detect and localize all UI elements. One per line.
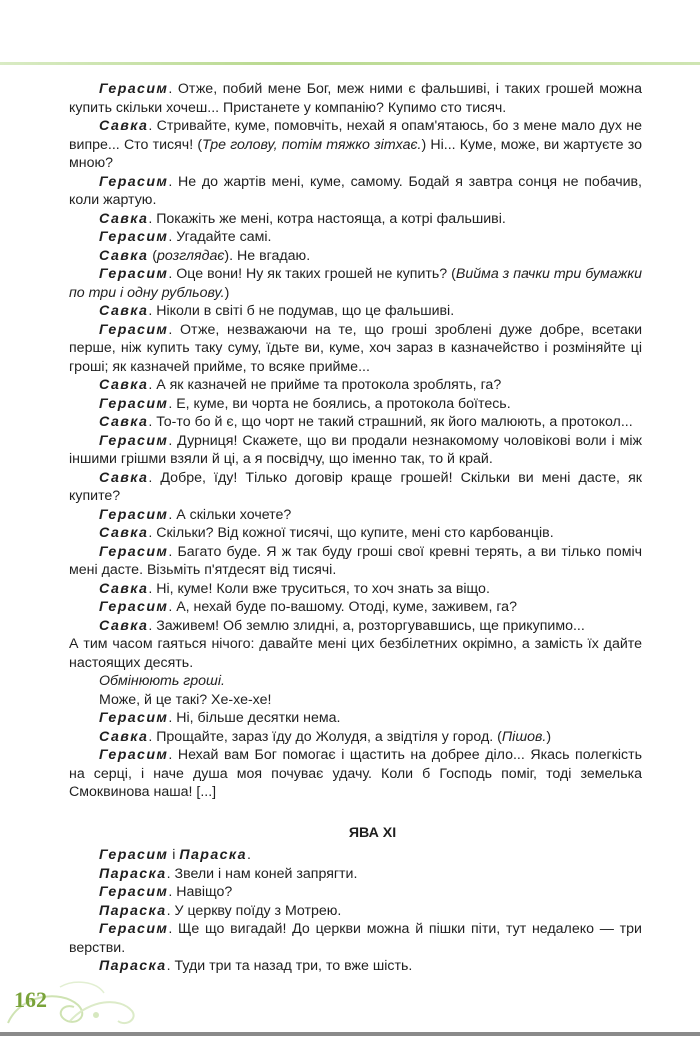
line-text: Звели і нам коней запрягти.	[170, 865, 358, 882]
dialogue-line: Герасим. Дурниця! Скажете, що ви продали незнакомому чоловікові воли і між іншими грішми взяли й ці, а я посвідчу, що іменно так, то й край.	[69, 432, 642, 467]
line-text: Отже, побий мене Бог, меж ними є фальшиві, і таких грошей можна купить скільки хочеш... Пристанете у компанію? Купимо сто тисяч.	[69, 81, 642, 116]
scene-heading: ЯВА XI	[348, 824, 397, 841]
line-text: Покажіть же мені, котра настояща, а котрі фальшиві.	[152, 210, 506, 227]
speaker-name: Савка	[99, 247, 149, 264]
line-text: Отже, незважаючи на те, що гроші зроблені дуже добре, всетаки перше, ніж купить таку суму, їдьте ви, куме, хоч зараз в казначейство і розміняйте ці гроші; як казначей прийме, то всяке прийме...	[69, 321, 642, 375]
speaker-name: Савка	[99, 469, 149, 486]
stage-direction: розглядає	[157, 247, 225, 264]
speaker-name: Савка	[99, 580, 149, 597]
speaker-name: Савка	[99, 210, 149, 227]
speaker-name: Герасим	[99, 173, 169, 190]
speaker-name: Савка	[99, 525, 149, 541]
speaker-name: Герасим	[99, 921, 169, 937]
speaker-name: Герасим	[99, 321, 169, 338]
dialogue-line: Савка. Заживем! Об землю злидні, а, розторгувавшись, ще прикупимо...	[99, 617, 585, 634]
stage-direction-exchange: Обмінюють гроші.	[99, 673, 225, 689]
speaker-name: Герасим	[99, 229, 169, 245]
stage-direction: Пішов.	[501, 728, 547, 745]
line-text: Добре, їду! Тілько договір краще грошей! Скільки ви мені дасте, як купите?	[69, 469, 642, 504]
dialogue-line: Параска. У церкву поїду з Мотрею.	[99, 902, 342, 919]
speaker-name: Герасим	[99, 543, 169, 560]
dialogue-line: Герасим. Багато буде. Я ж так буду гроші свої кревні терять, а ви тілько поміч мені дасте. Візьміть п'ятдесят від тисячі.	[69, 543, 642, 578]
dialogue-line: Савка. Добре, їду! Тілько договір краще грошей! Скільки ви мені дасте, як купите?	[69, 469, 642, 504]
dialogue-line: Герасим. Ще що вигадай! До церкви можна й пішки піти, тут недалеко — три верстви.	[69, 921, 642, 956]
line-text: Туди три та назад три, то вже шість.	[170, 958, 413, 974]
speaker-name: Герасим	[99, 599, 169, 615]
line-text: Прощайте, зараз їду до Жолудя, а звідтіля у город. (	[152, 728, 502, 745]
line-text: Оце вони! Ну як таких грошей не купить? (	[172, 266, 456, 282]
page-number: 162	[14, 987, 47, 1012]
speaker-name: Герасим	[99, 81, 169, 97]
speaker-name: Герасим	[99, 266, 169, 282]
speaker-name: Герасим	[99, 506, 169, 523]
dialogue-line: Герасим. Навіщо?	[99, 884, 233, 900]
line-text: А як казначей не прийме та протокола зроблять, га?	[152, 377, 502, 393]
dialogue-line: Савка. А як казначей не прийме та протокола зроблять, га?	[99, 377, 502, 393]
line-text: Ні, більше десятки нема.	[172, 710, 341, 726]
line-text: Навіщо?	[172, 884, 233, 900]
speaker-name: Параска	[99, 902, 167, 919]
line-text: Ні, куме! Коли вже труситься, то хоч знать за віщо.	[152, 580, 490, 597]
speaker-name: Параска	[99, 958, 167, 974]
scene-cast	[69, 846, 642, 865]
dialogue-line: Савка. Покажіть же мені, котра настояща, а котрі фальшиві.	[99, 210, 506, 227]
cast-conjunction: і	[168, 847, 180, 863]
speaker-name: Герасим	[99, 884, 169, 900]
dialogue-line: Герасим. Угадайте самі.	[99, 229, 272, 245]
line-text: Дурниця! Скажете, що ви продали незнакомому чоловікові воли і між іншими грішми взяли й ці, а я посвідчу, що іменно так, то й край.	[69, 432, 642, 467]
cast-member: Параска	[179, 847, 247, 863]
speaker-name: Савка	[99, 728, 149, 745]
line-text: Не до жартів мені, куме, самому. Бодай я завтра сонця не побачив, коли жартую.	[69, 173, 642, 208]
cast-member: Герасим	[99, 847, 169, 863]
dialogue-line: Савка. Ніколи в світі б не подумав, що це фальшиві.	[99, 303, 455, 319]
stage-direction: Тре голову, потім тяжко зітхає.	[202, 136, 422, 153]
dialogue-line: Савка. То-то бо й є, що чорт не такий страшний, як його малюють, а протокол...	[99, 414, 633, 430]
speaker-name: Герасим	[99, 432, 169, 449]
line-text: Заживем! Об землю злидні, а, розторгувавшись, ще прикупимо...	[152, 617, 585, 634]
dialogue-line: Савка. Стривайте, куме, помовчіть, нехай я опам'ятаюсь, бо з мене мало дух не випре... Сто тисяч! (Тре голову, потім тяжко зітхає.) Ні... Куме, може, ви жартуєте зо мною?	[69, 118, 642, 171]
speaker-name: Герасим	[99, 395, 169, 412]
dialogue-line: Герасим. Е, куме, ви чорта не боялись, а протокола боїтесь.	[99, 395, 511, 412]
line-text: У церкву поїду з Мотрею.	[170, 902, 342, 919]
speaker-name: Герасим	[99, 710, 169, 726]
line-text: (	[148, 247, 157, 264]
dialogue-line: Герасим. Нехай вам Бог помогає і щастить на добрее діло... Якась полегкість на серці, і наче душа моя почуває удачу. Коли б Господь поміг, тоді земелька Смоквинова наша! [...]	[69, 747, 642, 800]
line-text: Ще що вигадай! До церкви можна й пішки піти, тут недалеко — три верстви.	[69, 921, 642, 956]
footer-rule	[0, 1032, 700, 1036]
speaker-name: Савка	[99, 414, 149, 430]
line-text-after: ) Ні... Куме, може, ви жартуєте зо мною?	[69, 136, 642, 171]
line-text: Е, куме, ви чорта не боялись, а протокола боїтесь.	[172, 395, 511, 412]
line-text: А скільки хочете?	[172, 506, 292, 523]
dialogue-line: Савка. Ні, куме! Коли вже труситься, то хоч знать за віщо.	[99, 580, 490, 597]
dialogue-continuation: А тим часом гаяться нічого: давайте мені цих безбілетних окрімно, а замість їх дайте настоящих десять.	[69, 636, 642, 671]
line-text: Багато буде. Я ж так буду гроші свої кревні терять, а ви тілько поміч мені дасте. Візьміть п'ятдесят від тисячі.	[69, 543, 642, 578]
line-text-after: ). Не вгадаю.	[224, 247, 311, 264]
line-text: Стривайте, куме, помовчіть, нехай я опам'ятаюсь, бо з мене мало дух не випре... Сто тисяч! (	[69, 118, 642, 153]
dialogue-line: Герасим. Отже, побий мене Бог, меж ними є фальшиві, і таких грошей можна купить скільки хочеш... Пристанете у компанію? Купимо сто тисяч.	[69, 81, 642, 116]
line-text: Скільки? Від кожної тисячі, що купите, мені сто карбованців.	[152, 525, 554, 541]
dialogue-line: Герасим. А, нехай буде по-вашому. Отоді, куме, заживем, га?	[99, 599, 517, 615]
dialogue-line: Герасим. Не до жартів мені, куме, самому. Бодай я завтра сонця не побачив, коли жартую.	[69, 173, 642, 208]
line-text: Нехай вам Бог помогає і щастить на добрее діло... Якась полегкість на серці, і наче душа моя почуває удачу. Коли б Господь поміг, тоді земелька Смоквинова наша! [...]	[69, 747, 642, 800]
play-text	[69, 80, 642, 976]
speaker-name: Савка	[99, 377, 149, 393]
line-text: То-то бо й є, що чорт не такий страшний, як його малюють, а протокол...	[152, 414, 633, 430]
dialogue-line: Савка. Прощайте, зараз їду до Жолудя, а звідтіля у город. (Пішов.)	[99, 728, 552, 745]
line-text: Угадайте самі.	[172, 229, 272, 245]
line-text: Ніколи в світі б не подумав, що це фальшиві.	[152, 303, 455, 319]
stage-direction: Вийма з пачки три бумажки по три і одну рубльову.	[69, 266, 642, 301]
speaker-name: Параска	[99, 865, 167, 882]
dialogue-line: Параска. Туди три та назад три, то вже шість.	[99, 958, 413, 974]
line-text: А, нехай буде по-вашому. Отоді, куме, заживем, га?	[172, 599, 517, 615]
dialogue-line: Герасим. Ні, більше десятки нема.	[99, 710, 341, 726]
page-footer	[0, 975, 700, 1039]
dialogue-line: Герасим. А скільки хочете?	[99, 506, 292, 523]
line-text-after: )	[224, 284, 230, 301]
cast-end: .	[246, 847, 251, 863]
speaker-name: Савка	[99, 303, 149, 319]
speaker-name: Савка	[99, 617, 149, 634]
dialogue-line: Савка. Скільки? Від кожної тисячі, що купите, мені сто карбованців.	[99, 525, 554, 541]
dialogue-line: Герасим. Отже, незважаючи на те, що гроші зроблені дуже добре, всетаки перше, ніж купить таку суму, їдьте ви, куме, хоч зараз в казначейство і розміняйте ці гроші; як казначей прийме, то всяке прийме...	[69, 321, 642, 375]
dialogue-line: Параска. Звели і нам коней запрягти.	[99, 865, 358, 882]
speaker-name: Савка	[99, 118, 149, 134]
header-rule	[0, 62, 700, 65]
dialogue-line	[69, 247, 642, 266]
line-text-after: )	[546, 728, 552, 745]
dialogue-line: Може, й це такі? Хе-хе-хе!	[99, 691, 272, 708]
speaker-name: Герасим	[99, 747, 169, 763]
dialogue-line: Герасим. Оце вони! Ну як таких грошей не купить? (Вийма з пачки три бумажки по три і одну рубльову.)	[69, 266, 642, 301]
